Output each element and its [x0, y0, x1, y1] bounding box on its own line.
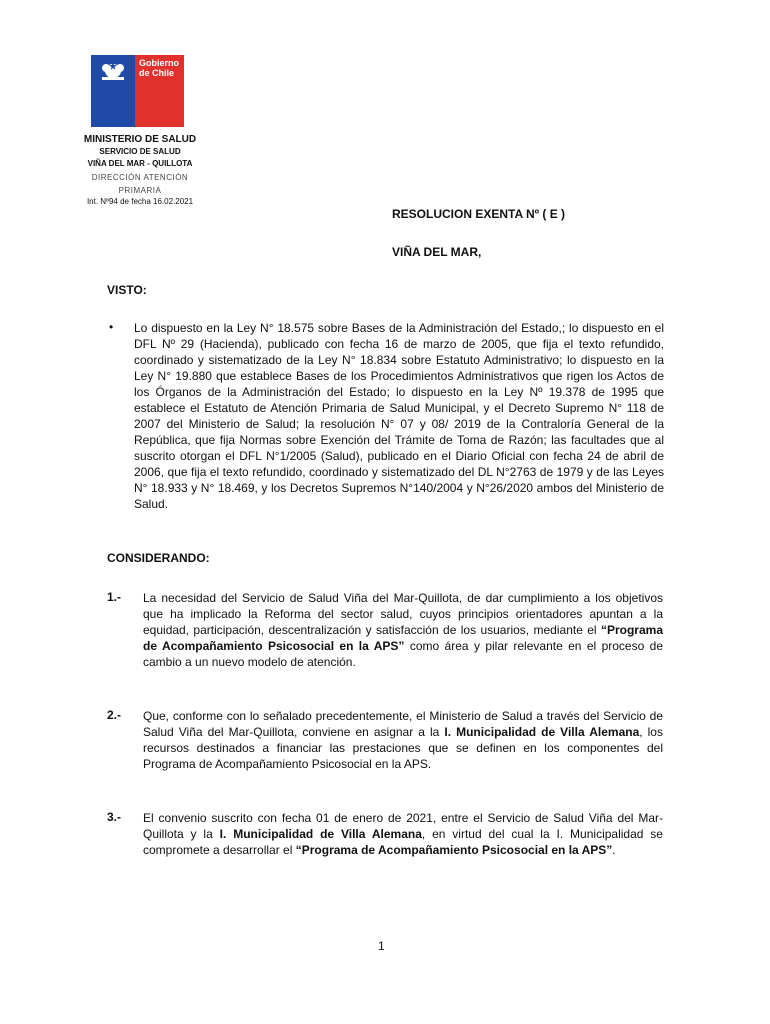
item-3-text-b: , en virtud del cual la I. Municipalidad se compromete a desarrollar el [143, 827, 663, 857]
internal-reference: Int. Nº94 de fecha 16.02.2021 [86, 197, 194, 206]
service-name: SERVICIO DE SALUD [99, 147, 181, 156]
item-2-text-b: , los recursos destinados a financiar las prestaciones que se definen en los componentes del Programa de Acompañamiento Psicosocial en la APS. [143, 725, 663, 771]
item-3-text-a: El convenio suscrito con fecha 01 de enero de 2021, entre el Servicio de Salud Viña del Mar-Quillota y la [143, 811, 663, 841]
item-3-municipality: I. Municipalidad de Villa Alemana [219, 827, 422, 841]
chile-crest-icon [98, 59, 128, 81]
considerando-title: CONSIDERANDO: [107, 551, 210, 565]
logo-red-panel [135, 55, 184, 127]
ministry-header [75, 133, 205, 207]
considerando-item-1-text [143, 590, 663, 670]
item-2-municipality: I. Municipalidad de Villa Alemana [444, 725, 640, 739]
logo-line-1: Gobierno [139, 58, 179, 68]
gobierno-de-chile-logo [91, 55, 184, 127]
logo-text [139, 58, 179, 78]
item-1-program-name: “Programa de Acompañamiento Psicosocial en la APS” [143, 623, 663, 653]
item-3-program-name: “Programa de Acompañamiento Psicosocial en la APS” [295, 843, 613, 857]
visto-title: VISTO: [107, 283, 147, 297]
considerando-item-2-number: 2.- [107, 708, 122, 722]
item-1-text-b: como área y pilar relevante en el proceso de cambio a un nuevo modelo de atención. [143, 639, 664, 669]
item-1-text-a: La necesidad del Servicio de Salud Viña del Mar-Quillota, de dar cumplimiento a los objetivos que ha implicado la Reforma del sector salud, cuyos principios orientadores apuntan a la equidad, participación, descentralización y satisfacción de los usuarios, mediante el [143, 591, 663, 637]
department-name: DIRECCIÓN ATENCIÓN PRIMARIA [91, 173, 189, 195]
ministry-name: MINISTERIO DE SALUD [83, 134, 197, 145]
resolution-place: VIÑA DEL MAR, [392, 245, 482, 259]
item-3-text-c: . [612, 843, 616, 857]
logo-line-2: de Chile [139, 68, 175, 78]
considerando-item-3-text [143, 810, 663, 858]
resolution-title: RESOLUCION EXENTA Nº ( E ) [392, 207, 566, 221]
visto-text: Lo dispuesto en la Ley N° 18.575 sobre Bases de la Administración del Estado,; lo dispuesto en el DFL Nº 29 (Hacienda), publicado con fecha 16 de marzo de 2005, que fija el texto refundido, coordinado y sistematizado de la Ley N° 18.834 sobre Estatuto Administrativo; lo dispuesto en la Ley N° 19.880 que establece Bases de los Procedimientos Administrativos que rigen los Actos de los Órganos de la Administración del Estado; lo dispuesto en la Ley Nº 19.378 de 1995 que establece el Estatuto de Atención Primaria de Salud Municipal, y el Decreto Supremo N° 118 de 2007 del Ministerio de Salud; la resolución N° 07 y 08/ 2019 de la Contraloría General de la República, que fija Normas sobre Exención del Trámite de Toma de Razón; las facultades que al suscrito otorgan el DFL N°1/2005 (Salud), publicado en el Diario Oficial con fecha 24 de abril de 2006, que fija el texto refundido, coordinado y sistematizado del DL N°2763 de 1979 y de las Leyes N° 18.933 y N° 18.469, y los Decretos Supremos N°140/2004 y N°26/2020 ambos del Ministerio de Salud. [134, 321, 664, 511]
visto-bullet: • [109, 320, 114, 334]
item-2-text-a: Que, conforme con lo señalado precedentemente, el Ministerio de Salud a través del Servicio de Salud Viña del Mar-Quillota, conviene en asignar a la [143, 709, 663, 739]
logo-blue-panel [91, 55, 135, 127]
considerando-item-3-number: 3.- [107, 810, 122, 824]
service-region: VIÑA DEL MAR - QUILLOTA [87, 159, 193, 168]
considerando-item-2-text [143, 708, 663, 772]
considerando-item-1-number: 1.- [107, 590, 122, 604]
page-number: 1 [378, 939, 385, 953]
